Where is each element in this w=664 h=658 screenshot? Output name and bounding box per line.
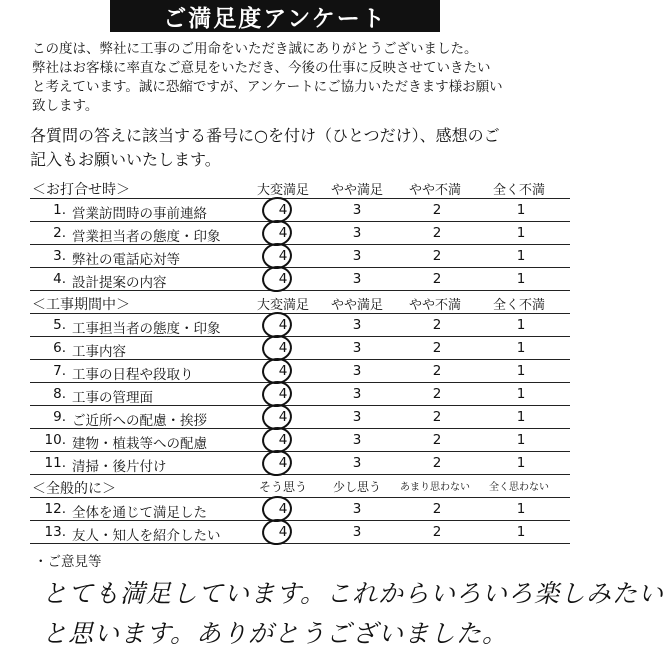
score-option[interactable]: 4 bbox=[278, 202, 288, 218]
score-option[interactable]: 1 bbox=[516, 409, 526, 425]
question-row bbox=[30, 337, 570, 360]
intro-text bbox=[32, 40, 562, 116]
score-option[interactable]: 4 bbox=[278, 501, 288, 517]
score-option[interactable]: 3 bbox=[352, 363, 362, 379]
question-number: 2. bbox=[53, 225, 66, 241]
score-option[interactable]: 4 bbox=[278, 432, 288, 448]
intro-line: この度は、弊社に工事のご用命をいただき誠にありがとうございました。 bbox=[32, 41, 478, 57]
option-header: あまり思わない bbox=[400, 482, 470, 493]
score-option[interactable]: 3 bbox=[352, 202, 362, 218]
question-text: 友人・知人を紹介したい bbox=[72, 528, 221, 544]
intro-line: 致します。 bbox=[32, 98, 99, 114]
score-option[interactable]: 4 bbox=[278, 317, 288, 333]
section-header bbox=[30, 475, 570, 498]
question-number: 3. bbox=[53, 248, 66, 264]
score-option[interactable]: 3 bbox=[352, 225, 362, 241]
question-row bbox=[30, 268, 570, 291]
option-header: そう思う bbox=[258, 480, 307, 494]
section-label: ＜全般的に＞ bbox=[32, 481, 116, 497]
question-row bbox=[30, 521, 570, 544]
score-option[interactable]: 4 bbox=[278, 248, 288, 264]
question-number: 12. bbox=[44, 501, 66, 517]
score-option[interactable]: 4 bbox=[278, 455, 288, 471]
option-header: やや満足 bbox=[330, 298, 383, 313]
score-option[interactable]: 1 bbox=[516, 455, 526, 471]
score-option[interactable]: 1 bbox=[516, 202, 526, 218]
score-option[interactable]: 3 bbox=[352, 317, 362, 333]
score-option[interactable]: 4 bbox=[278, 225, 288, 241]
question-text: 建物・植栽等への配慮 bbox=[72, 436, 207, 452]
question-text: 清掃・後片付け bbox=[72, 459, 167, 475]
score-option[interactable]: 3 bbox=[352, 455, 362, 471]
option-header: 少し思う bbox=[332, 480, 381, 494]
question-row bbox=[30, 498, 570, 521]
score-option[interactable]: 2 bbox=[432, 248, 442, 264]
score-option[interactable]: 2 bbox=[432, 386, 442, 402]
handwritten-comment-line: と思います。ありがとうございました。 bbox=[42, 619, 509, 648]
question-row bbox=[30, 245, 570, 268]
score-option[interactable]: 2 bbox=[432, 432, 442, 448]
score-option[interactable]: 3 bbox=[352, 409, 362, 425]
score-option[interactable]: 2 bbox=[432, 271, 442, 287]
comment-label: ・ご意見等 bbox=[34, 554, 102, 570]
score-option[interactable]: 2 bbox=[432, 225, 442, 241]
instructions-text bbox=[30, 124, 570, 172]
question-number: 1. bbox=[53, 202, 66, 218]
score-option[interactable]: 3 bbox=[352, 248, 362, 264]
score-option[interactable]: 3 bbox=[352, 386, 362, 402]
score-option[interactable]: 3 bbox=[352, 501, 362, 517]
score-option[interactable]: 4 bbox=[278, 524, 288, 540]
question-row bbox=[30, 406, 570, 429]
score-option[interactable]: 2 bbox=[432, 363, 442, 379]
score-option[interactable]: 4 bbox=[278, 409, 288, 425]
score-option[interactable]: 1 bbox=[516, 248, 526, 264]
question-text: 工事担当者の態度・印象 bbox=[72, 321, 221, 337]
option-header: 大変満足 bbox=[256, 183, 309, 198]
section-header bbox=[30, 176, 570, 199]
handwritten-comment-line: とても満足しています。これからいろいろ楽しみたい bbox=[42, 579, 664, 608]
score-option[interactable]: 3 bbox=[352, 340, 362, 356]
score-option[interactable]: 2 bbox=[432, 524, 442, 540]
question-number: 9. bbox=[53, 409, 66, 425]
section-label: ＜工事期間中＞ bbox=[32, 297, 130, 313]
question-text: 設計提案の内容 bbox=[72, 275, 167, 291]
score-option[interactable]: 3 bbox=[352, 524, 362, 540]
question-text: 営業担当者の態度・印象 bbox=[72, 229, 221, 245]
score-option[interactable]: 2 bbox=[432, 340, 442, 356]
score-option[interactable]: 4 bbox=[278, 271, 288, 287]
question-number: 5. bbox=[53, 317, 66, 333]
score-option[interactable]: 1 bbox=[516, 317, 526, 333]
score-option[interactable]: 3 bbox=[352, 271, 362, 287]
question-row bbox=[30, 199, 570, 222]
survey-title: ご満足度アンケート bbox=[110, 0, 440, 32]
score-option[interactable]: 1 bbox=[516, 225, 526, 241]
section-label: ＜お打合せ時＞ bbox=[32, 182, 130, 198]
option-header: やや不満 bbox=[408, 183, 461, 198]
question-row bbox=[30, 452, 570, 475]
section-header bbox=[30, 291, 570, 314]
option-header: やや満足 bbox=[330, 183, 383, 198]
score-option[interactable]: 2 bbox=[432, 409, 442, 425]
score-option[interactable]: 2 bbox=[432, 455, 442, 471]
question-number: 4. bbox=[53, 271, 66, 287]
score-option[interactable]: 2 bbox=[432, 317, 442, 333]
score-option[interactable]: 1 bbox=[516, 363, 526, 379]
question-text: 全体を通じて満足した bbox=[72, 505, 207, 521]
question-text: 弊社の電話応対等 bbox=[72, 252, 180, 268]
question-number: 10. bbox=[44, 432, 66, 448]
score-option[interactable]: 1 bbox=[516, 501, 526, 517]
score-option[interactable]: 1 bbox=[516, 340, 526, 356]
instructions-line: 記入もお願いいたします。 bbox=[30, 150, 221, 169]
score-option[interactable]: 1 bbox=[516, 432, 526, 448]
question-number: 8. bbox=[53, 386, 66, 402]
question-text: ご近所への配慮・挨拶 bbox=[72, 413, 207, 429]
score-option[interactable]: 4 bbox=[278, 386, 288, 402]
score-option[interactable]: 1 bbox=[516, 524, 526, 540]
score-option[interactable]: 4 bbox=[278, 340, 288, 356]
survey-table bbox=[30, 176, 570, 544]
question-row bbox=[30, 360, 570, 383]
question-row bbox=[30, 222, 570, 245]
question-row bbox=[30, 383, 570, 406]
question-text: 工事の管理面 bbox=[72, 390, 153, 406]
question-number: 6. bbox=[53, 340, 66, 356]
score-option[interactable]: 2 bbox=[432, 202, 442, 218]
question-row bbox=[30, 429, 570, 452]
option-header: 大変満足 bbox=[256, 298, 309, 313]
score-option[interactable]: 4 bbox=[278, 363, 288, 379]
option-header: やや不満 bbox=[408, 298, 461, 313]
question-text: 工事内容 bbox=[72, 344, 126, 360]
option-header: 全く不満 bbox=[492, 183, 545, 198]
option-header: 全く不満 bbox=[492, 298, 545, 313]
intro-line: 弊社はお客様に率直なご意見をいただき、今後の仕事に反映させていきたい bbox=[32, 60, 491, 76]
question-number: 7. bbox=[53, 363, 66, 379]
option-header: 全く思わない bbox=[489, 482, 549, 493]
score-option[interactable]: 3 bbox=[352, 432, 362, 448]
instructions-line: 各質問の答えに該当する番号に○を付け（ひとつだけ）、感想のご bbox=[30, 126, 500, 145]
question-text: 工事の日程や段取り bbox=[72, 367, 194, 383]
question-text: 営業訪問時の事前連絡 bbox=[72, 206, 207, 222]
question-row bbox=[30, 314, 570, 337]
score-option[interactable]: 1 bbox=[516, 386, 526, 402]
question-number: 11. bbox=[44, 455, 66, 471]
question-number: 13. bbox=[44, 524, 66, 540]
score-option[interactable]: 1 bbox=[516, 271, 526, 287]
score-option[interactable]: 2 bbox=[432, 501, 442, 517]
intro-line: と考えています。誠に恐縮ですが、アンケートにご協力いただきます様お願い bbox=[32, 79, 503, 95]
